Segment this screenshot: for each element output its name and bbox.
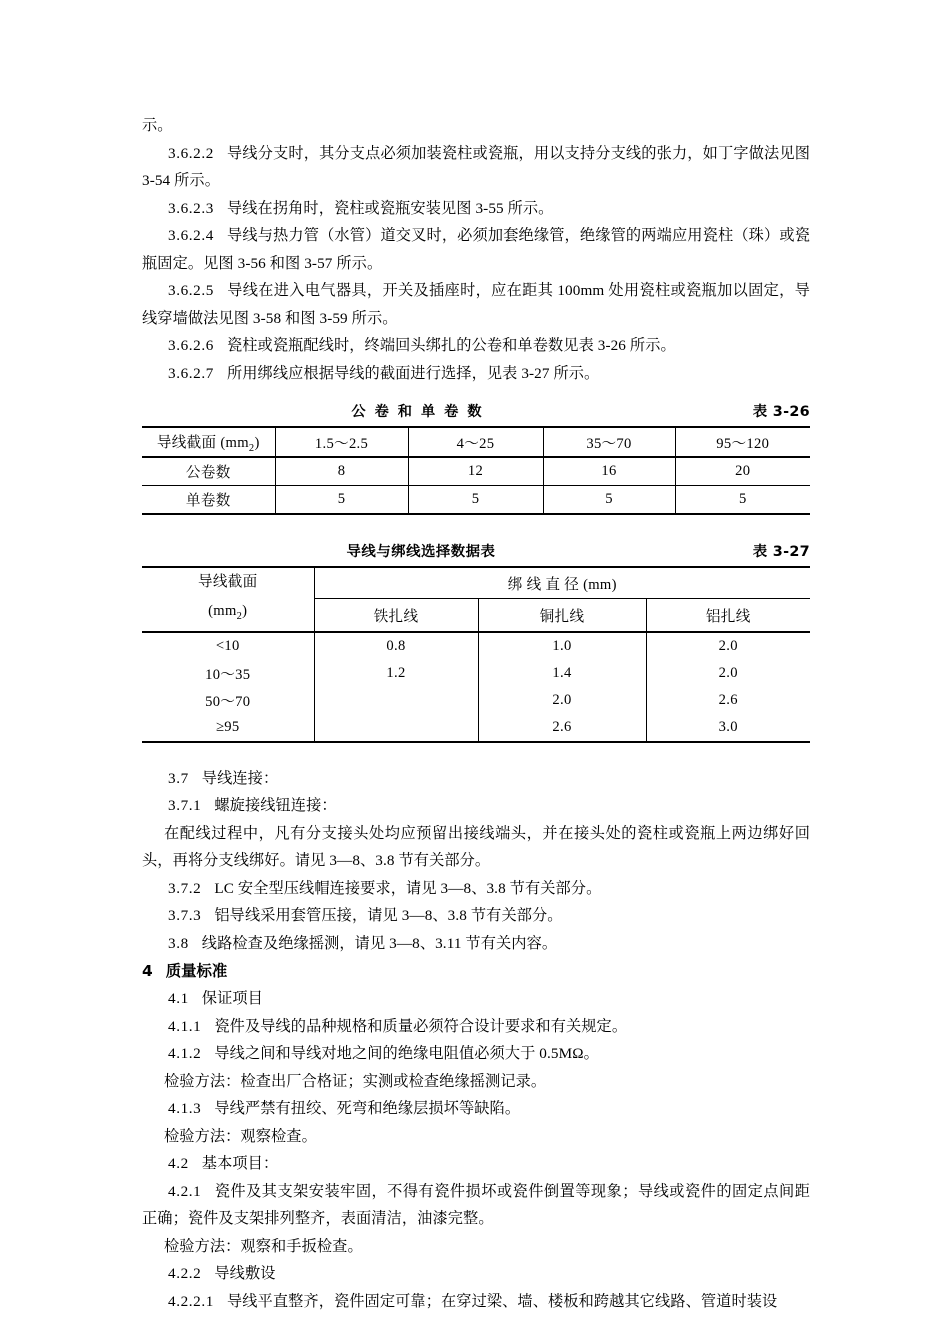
header-cell: 铜扎线 bbox=[478, 599, 646, 632]
data-cell: 2.0 bbox=[718, 637, 738, 654]
clause-text: 铝导线采用套管压接，请见 3—8、3.8 节有关部分。 bbox=[214, 907, 563, 925]
paragraph-3-6-2-6 bbox=[142, 332, 810, 360]
paragraph-3-6-2-2 bbox=[142, 140, 810, 195]
clause-text: 导线在拐角时，瓷柱或瓷瓶安装见图 3-55 所示。 bbox=[226, 199, 554, 217]
table-header-row bbox=[142, 427, 810, 457]
data-cell bbox=[314, 714, 478, 742]
table-row bbox=[142, 486, 810, 515]
clause-text: 瓷柱或瓷瓶配线时，终端回头绑扎的公卷和单卷数见表 3-26 所示。 bbox=[226, 337, 676, 354]
data-cell: 20 bbox=[675, 457, 810, 486]
paragraph-4-1 bbox=[142, 985, 810, 1013]
clause-text: 导线敷设 bbox=[214, 1265, 276, 1283]
data-cell: 1.0 bbox=[478, 632, 646, 660]
header-cell: 1.5～2.5 bbox=[275, 427, 408, 457]
clause-text: 螺旋接线钮连接： bbox=[214, 797, 337, 815]
header-cell: 35～70 bbox=[543, 427, 675, 457]
clause-number: 4.2 bbox=[168, 1155, 189, 1173]
table-row bbox=[142, 687, 810, 714]
row-label: ≥95 bbox=[142, 714, 314, 742]
paragraph-3-7 bbox=[142, 765, 810, 793]
clause-number: 3.6.2.5 bbox=[168, 282, 214, 299]
clause-number: 4.1 bbox=[168, 990, 189, 1008]
clause-number: 3.7.1 bbox=[168, 797, 202, 815]
row-label: 公卷数 bbox=[142, 457, 275, 486]
inspection-method-4-2-1: 检验方法：观察和手扳检查。 bbox=[164, 1237, 363, 1255]
clause-text: 导线与热力管（水管）道交叉时，必须加套绝缘管，绝缘管的两端应用瓷柱（珠）或瓷瓶固定。见图 3-56 和图 3-57 所示。 bbox=[142, 227, 810, 272]
paragraph-4-1-2 bbox=[142, 1040, 810, 1068]
table-3-26-title: 公卷和单卷数 bbox=[351, 404, 491, 420]
row-label: 单卷数 bbox=[142, 486, 275, 515]
table-3-26-caption bbox=[142, 401, 810, 426]
row-label: <10 bbox=[142, 632, 314, 660]
header-cell-section bbox=[142, 567, 314, 632]
paragraph-3-7-1 bbox=[142, 792, 810, 820]
paragraph-4-2-1 bbox=[142, 1178, 810, 1233]
clause-number: 3.6.2.2 bbox=[168, 144, 214, 162]
data-cell: 2.6 bbox=[718, 691, 738, 708]
clause-number: 4.1.3 bbox=[168, 1100, 202, 1118]
row-label: 50～70 bbox=[142, 687, 314, 714]
clause-text: 导线严禁有扭绞、死弯和绝缘层损坏等缺陷。 bbox=[214, 1100, 521, 1118]
clause-number: 4.2.2 bbox=[168, 1265, 202, 1283]
paragraph-3-8 bbox=[142, 930, 810, 958]
clause-text: 瓷件及导线的品种规格和质量必须符合设计要求和有关规定。 bbox=[214, 1017, 628, 1035]
inspection-method-4-1-3: 检验方法：观察检查。 bbox=[164, 1127, 317, 1145]
header-cell: 铝扎线 bbox=[646, 599, 810, 632]
table-row bbox=[142, 457, 810, 486]
clause-number: 4.2.1 bbox=[168, 1182, 202, 1200]
paragraph-4-2-2 bbox=[142, 1260, 810, 1288]
clause-text: 导线连接： bbox=[201, 769, 279, 787]
table-row bbox=[142, 632, 810, 660]
table-3-26 bbox=[142, 426, 810, 515]
clause-text: 瓷件及其支架安装牢固，不得有瓷件损坏或瓷件倒置等现象；导线或瓷件的固定点间距正确；瓷件及支架排列整齐，表面清洁，油漆完整。 bbox=[142, 1182, 810, 1228]
table-header-row-group bbox=[142, 567, 810, 599]
header-cell: 铁扎线 bbox=[314, 599, 478, 632]
data-cell: 2.0 bbox=[478, 687, 646, 714]
clause-text: 导线之间和导线对地之间的绝缘电阻值必须大于 0.5MΩ。 bbox=[214, 1045, 599, 1063]
paragraph-3-7-3 bbox=[142, 902, 810, 930]
table-3-27-wrapper bbox=[142, 541, 810, 743]
data-cell: 5 bbox=[408, 486, 543, 515]
clause-number: 3.6.2.3 bbox=[168, 199, 214, 217]
data-cell: 8 bbox=[275, 457, 408, 486]
clause-number: 4.2.2.1 bbox=[168, 1292, 214, 1310]
data-cell: 0.8 bbox=[314, 632, 478, 660]
clause-text: 导线平直整齐，瓷件固定可靠；在穿过梁、墙、楼板和跨越其它线路、管道时装设 bbox=[226, 1292, 778, 1310]
section-heading-4 bbox=[142, 957, 810, 985]
clause-number: 3.6.2.7 bbox=[168, 364, 214, 382]
data-cell: 1.2 bbox=[314, 660, 478, 687]
table-3-27-number: 表 3-27 bbox=[752, 544, 810, 560]
paragraph-3-7-2 bbox=[142, 875, 810, 903]
clause-text: 线路检查及绝缘摇测，请见 3—8、3.11 节有关内容。 bbox=[201, 934, 558, 952]
data-cell: 1.4 bbox=[478, 660, 646, 687]
header-cell: 4～25 bbox=[408, 427, 543, 457]
header-line-2: $(mm_2)$ bbox=[208, 603, 248, 622]
row-label: 10～35 bbox=[142, 660, 314, 687]
paragraph-3-6-2-7 bbox=[142, 360, 810, 388]
data-cell: 5 bbox=[275, 486, 408, 515]
paragraph-4-2 bbox=[142, 1150, 810, 1178]
data-cell: 5 bbox=[543, 486, 675, 515]
header-cell: 95～120 bbox=[675, 427, 810, 457]
table-3-27-caption bbox=[142, 541, 810, 566]
page-content bbox=[142, 112, 810, 1315]
data-cell: 12 bbox=[408, 457, 543, 486]
paragraph-4-1-1 bbox=[142, 1013, 810, 1041]
clause-text: LC 安全型压线帽连接要求，请见 3—8、3.8 节有关部分。 bbox=[214, 879, 602, 897]
clause-number: 3.7.3 bbox=[168, 907, 202, 925]
clause-text: 导线分支时，其分支点必须加装瓷柱或瓷瓶，用以支持分支线的张力，如丁字做法见图 3-54 所示。 bbox=[142, 144, 810, 189]
paragraph-3-6-2-4 bbox=[142, 222, 810, 277]
clause-text: 基本项目： bbox=[201, 1155, 279, 1173]
clause-number: 4.1.2 bbox=[168, 1045, 202, 1063]
clause-number: 3.8 bbox=[168, 934, 189, 952]
table-3-26-number: 表 3-26 bbox=[752, 404, 810, 420]
table-3-27 bbox=[142, 566, 810, 743]
table-3-27-title: 导线与绑线选择数据表 bbox=[346, 544, 496, 560]
clause-text: 导线在进入电气器具，开关及插座时，应在距其 100mm 处用瓷柱或瓷瓶加以固定，导线穿墙做法见图 3-58 和图 3-59 所示。 bbox=[142, 282, 810, 327]
inspection-method-4-1-2: 检验方法：检查出厂合格证；实测或检查绝缘摇测记录。 bbox=[164, 1072, 547, 1090]
clause-number: 3.7 bbox=[168, 769, 189, 787]
paragraph-3-7-1-body: 在配线过程中，凡有分支接头处均应预留出接线端头，并在接头处的瓷柱或瓷瓶上两边绑好回头，再将分支线绑好。请见 3—8、3.8 节有关部分。 bbox=[142, 824, 810, 870]
header-cell-section: 导线截面 $(mm_2)$ bbox=[142, 427, 275, 457]
clause-number: 3.6.2.6 bbox=[168, 337, 214, 354]
data-cell: 16 bbox=[543, 457, 675, 486]
data-cell: 2.0 bbox=[718, 664, 738, 681]
table-row bbox=[142, 714, 810, 742]
data-cell: 5 bbox=[738, 491, 747, 507]
paragraph-3-6-2-5 bbox=[142, 277, 810, 332]
data-cell: 2.6 bbox=[478, 714, 646, 742]
clause-text: 所用绑线应根据导线的截面进行选择，见表 3-27 所示。 bbox=[226, 364, 600, 382]
paragraph-3-6-2-3 bbox=[142, 195, 810, 223]
paragraph-4-1-3 bbox=[142, 1095, 810, 1123]
table-3-26-wrapper bbox=[142, 401, 810, 515]
header-line-1: 导线截面 bbox=[197, 574, 258, 590]
clause-number: 4.1.1 bbox=[168, 1017, 202, 1035]
paragraph-4-2-2-1 bbox=[142, 1288, 810, 1316]
paragraph-continuation: 示。 bbox=[142, 117, 173, 134]
heading-number: 4 bbox=[142, 962, 153, 981]
table-row bbox=[142, 660, 810, 687]
data-cell bbox=[314, 687, 478, 714]
clause-number: 3.7.2 bbox=[168, 879, 202, 897]
header-group-label: 绑 线 直 径 (mm) bbox=[314, 567, 810, 599]
clause-number: 3.6.2.4 bbox=[168, 227, 214, 244]
clause-text: 保证项目 bbox=[201, 990, 263, 1008]
heading-text: 质量标准 bbox=[165, 962, 228, 981]
data-cell: 3.0 bbox=[718, 718, 738, 735]
